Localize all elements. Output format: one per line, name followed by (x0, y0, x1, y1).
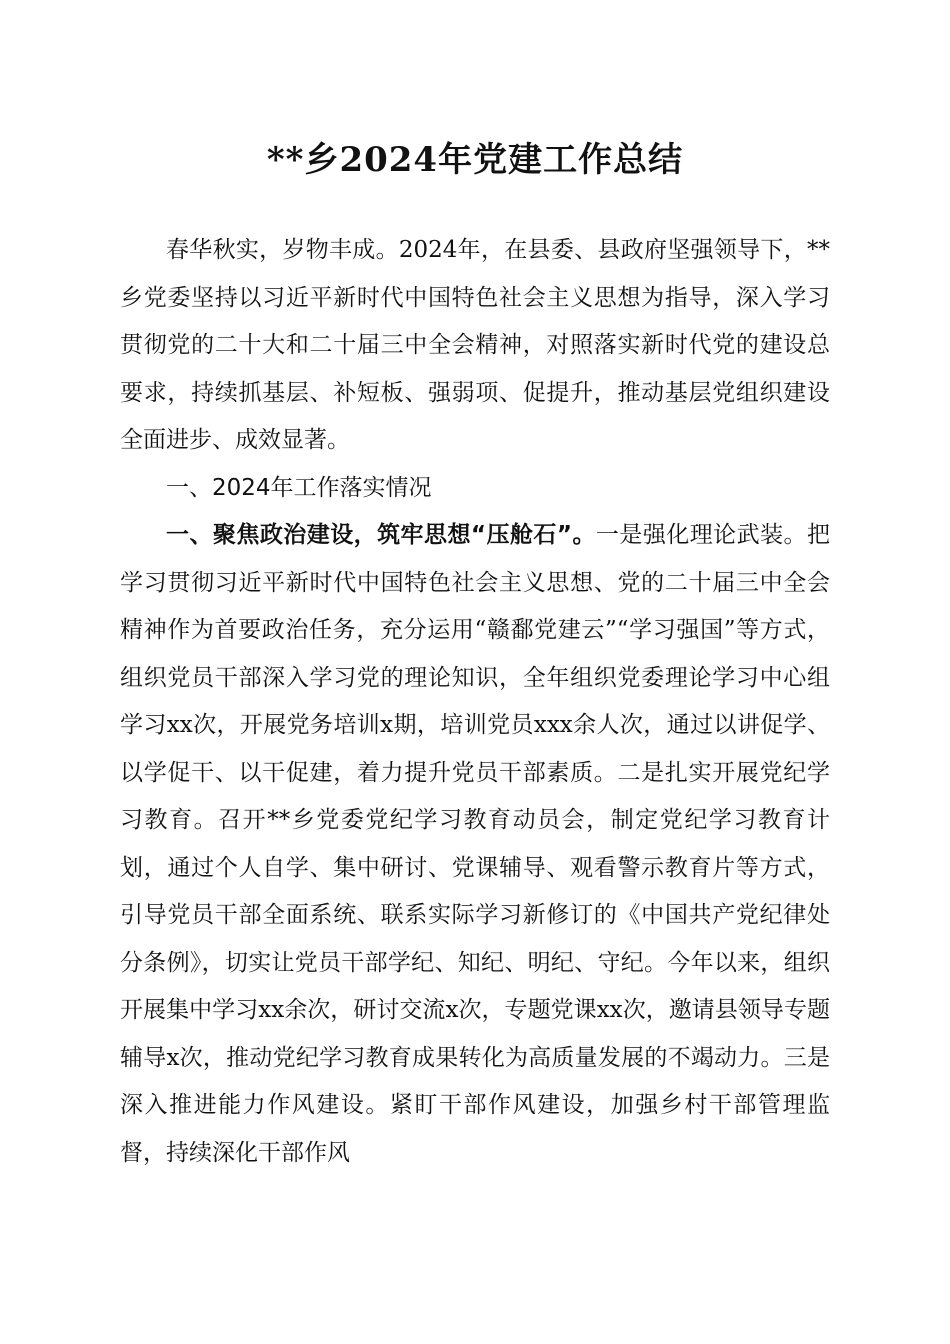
item-paragraph (120, 512, 830, 1177)
item-body: 一是强化理论武装。把学习贯彻习近平新时代中国特色社会主义思想、党的二十届三中全会精神作为首要政治任务，充分运用“赣鄱党建云”“学习强国”等方式，组织党员干部深入学习党的理论知识，全年组织党委理论学习中心组学习xx次，开展党务培训x期，培训党员xxx余人次，通过以讲促学、以学促干、以干促建，着力提升党员干部素质。二是扎实开展党纪学习教育。召开**乡党委党纪学习教育动员会，制定党纪学习教育计划，通过个人自学、集中研讨、党课辅导、观看警示教育片等方式，引导党员干部全面系统、联系实际学习新修订的《中国共产党纪律处分条例》，切实让党员干部学纪、知纪、明纪、守纪。今年以来，组织开展集中学习xx余次，研讨交流x次，专题党课xx次，邀请县领导专题辅导x次，推动党纪学习教育成果转化为高质量发展的不竭动力。三是深入推进能力作风建设。紧盯干部作风建设，加强乡村干部管理监督，持续深化干部作风 (120, 522, 831, 1166)
document-title: **乡2024年党建工作总结 (266, 140, 684, 180)
section-heading: 一、2024年工作落实情况 (166, 474, 432, 501)
item-lead: 一、聚焦政治建设，筑牢思想“压舱石”。 (166, 522, 596, 548)
intro-paragraph: 春华秋实，岁物丰成。2024年，在县委、县政府坚强领导下，**乡党委坚持以习近平新时代中国特色社会主义思想为指导，深入学习贯彻党的二十大和二十届三中全会精神，对照落实新时代党的建设总要求，持续抓基层、补短板、强弱项、促提升，推动基层党组织建设全面进步、成效显著。 (120, 237, 830, 453)
document-body (120, 227, 830, 1177)
